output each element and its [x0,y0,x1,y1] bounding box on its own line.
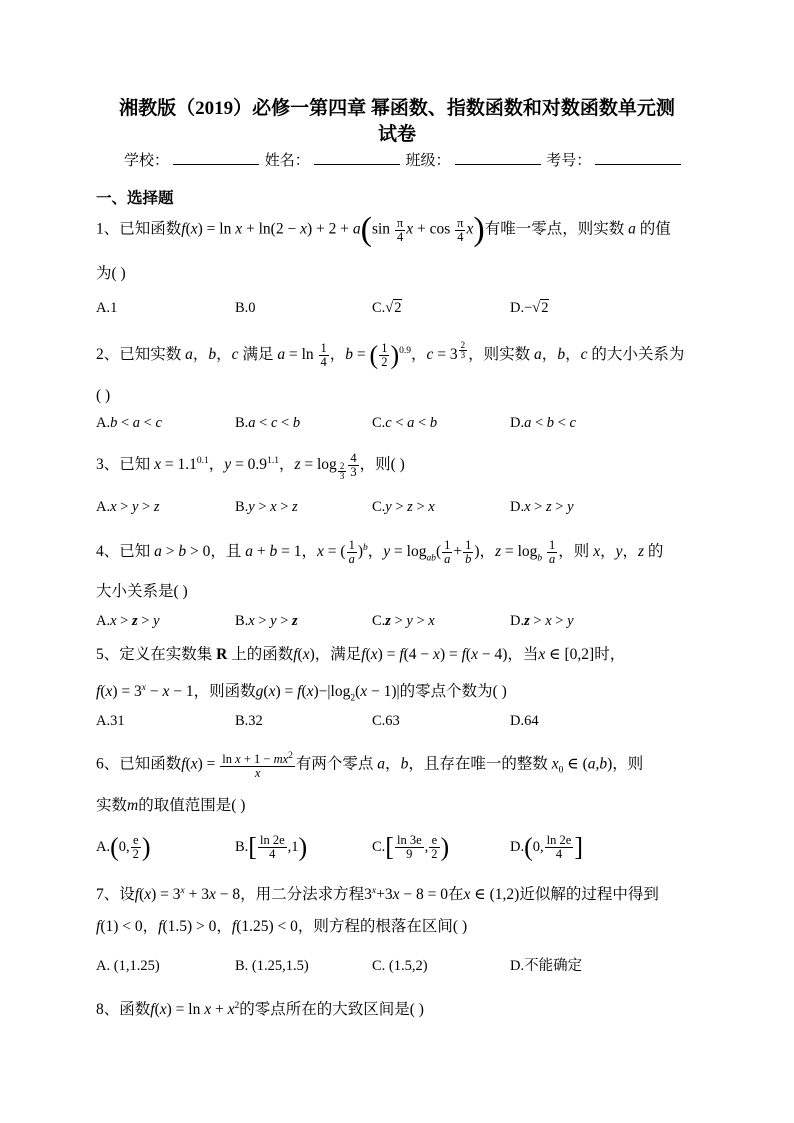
q3-option-a-label: A. [96,499,111,515]
school-field[interactable] [173,150,259,165]
q2-text-3: ，则实数 [468,346,531,364]
q3-option-b-label: B. [235,499,249,515]
q7-text-2: ，用二分法求方程 [240,886,365,904]
q2-option-d-label: D. [510,415,525,431]
q7-option-d[interactable]: D.不能确定 [510,958,583,974]
exam-no-field[interactable] [595,150,681,165]
class-field[interactable] [455,150,541,165]
q5-text-3: ，满足 [314,646,362,663]
q4-option-c-label: C. [372,613,386,629]
student-info-line [124,150,683,171]
q1-option-d[interactable]: D.−√2 [510,300,549,316]
q6-option-c[interactable]: C.[ $\frac{\ln 3e}{9}$ , $\frac{e}{2}$ ) [372,832,450,862]
q2-text-2: 满足 [242,346,274,364]
q4-option-a-label: A. [96,613,111,629]
q6-line2-text-2: 的取值范围是( ) [138,797,246,814]
q6-text-2: 有两个零点 [295,755,374,773]
q2-text: 2、已知实数 [96,346,182,364]
q5-line2-text: ，则函数 [193,683,256,701]
q1-option-d-label: D. [510,300,525,316]
q2-option-a[interactable]: A.b < a < c [96,415,162,431]
q2-option-c-label: C. [372,415,386,431]
q7-option-c-label: C. [372,958,386,974]
q7-text-4: 近似解的过程中得到 [519,886,659,904]
q4-text: 4、已知 [96,543,151,561]
exam-title-continued: 试卷 [377,124,416,145]
q6-text-3: ，且存在唯一的整数 [408,755,548,773]
q7-line2-text: ，则方程的根落在区间( ) [297,918,468,935]
question-6: 6、已知函数f(x) = $\frac{\ln x + 1 - mx^2}{x}$ 有两个零点 a，b，且存在唯一的整数 $x_0$ ∈ (a,b)，则 [96,751,644,781]
q5-text-4: ，当 [507,646,539,663]
q3-option-c-label: C. [372,499,386,515]
q1-option-c-label: C. [372,300,386,316]
q5-text: 5、定义在实数集 [96,646,213,663]
q6-option-a[interactable]: A.(0, $\frac{e}{2}$ ) [96,832,151,862]
q5-option-b[interactable]: B.32 [235,713,263,729]
q3-text: 3、已知 [96,456,151,474]
q5-line2: $f(x) = 3^x - x - 1$，则函数$g(x) = f(x)-|\log_2(x - 1)|$的零点个数为( ) [96,683,507,704]
section-heading: 一、选择题 [96,190,174,207]
q5-text-5: 时， [594,646,626,663]
q3-text-2: ，则( ) [359,456,405,474]
q5-option-c[interactable]: C.63 [372,713,400,729]
q7-option-b-label: B. [235,958,249,974]
q8-text-2: 的零点所在的大致区间是( ) [239,1001,424,1019]
q2-line2: ( ) [96,387,111,404]
q1-option-b[interactable]: B.0 [235,300,256,316]
q1-option-a[interactable]: A.1 [96,300,118,316]
question-5: 5、定义在实数集 R 上的函数f(x)，满足f(x) = f(4 − x) = f(x − 4)，当x ∈ [0,2]时， [96,646,626,663]
q1-text: 1、已知函数 [96,220,182,238]
q3-option-d-label: D. [510,499,525,515]
q8-text: 8、函数 [96,1001,151,1019]
q4-option-b-label: B. [235,613,249,629]
name-label: 姓名： [264,153,310,169]
q6-option-d-label: D. [510,838,525,855]
question-7: 7、设$f(x) = 3^x + 3x - 8$，用二分法求方程$3^x+3x - 8 = 0$在x ∈ (1,2)近似解的过程中得到 [96,886,659,904]
question-2: 2、已知实数 a，b，c 满足 a = ln $\frac{1}{4}$ ，b = ( $\frac{1}{2}$ )$^{0.9}$，c = 3 $^{\frac{2}{3}}$ ，则实数 a，b，c 的大小关系为 [96,340,685,370]
q2-option-a-label: A. [96,415,111,431]
q6-option-c-label: C. [372,838,386,855]
q4-option-d-label: D. [510,613,525,629]
class-label: 班级： [405,153,451,169]
q3-option-b[interactable]: B.y > x > z [235,499,298,515]
q4-text-4: 的 [647,543,664,561]
question-3: 3、已知 $x = 1.1^{0.1}$，$y = 0.9^{1.1}$，z = log $_{\frac{2}{3}}$ $\frac{4}{3}$ ，则( ) [96,451,405,481]
q6-line2-text: 实数 [96,797,128,814]
q7-line2: f(1) < 0，f(1.5) > 0，f(1.25) < 0，则方程的根落在区间( ) [96,918,468,935]
q6-option-a-label: A. [96,838,111,855]
q7-text: 7、设 [96,886,135,904]
q4-option-b[interactable]: B.x > y > z [235,613,298,629]
q4-option-d[interactable]: D.z > x > y [510,613,574,629]
q4-option-c[interactable]: C.z > y > x [372,613,435,629]
q7-option-c[interactable]: C. (1.5,2) [372,958,428,974]
q1-line2: 为( ) [96,265,126,282]
name-field[interactable] [314,150,400,165]
q3-option-d[interactable]: D.x > z > y [510,499,574,515]
question-4: 4、已知 a > b > 0，且 a + b = 1，x = ( $\frac{1}{a}$ )$^b$，$y = \log_{ab}$( $\frac{1}{a}$ + $\frac{1}{b}$ )，$z = \log_b$ $\frac{1}{a}$ ，则 x，y，z 的 [96,538,664,567]
q5-text-2: 上的函数 [231,646,294,663]
q6-option-b[interactable]: B.[ $\frac{\ln 2e}{4}$ ,1) [235,832,308,862]
q2-option-b-label: B. [235,415,249,431]
q1-text-2: 有唯一零点，则实数 [484,220,625,238]
exam-title: 湘教版（2019）必修一第四章 幂函数、指数函数和对数函数单元测 [119,98,675,119]
q1-option-c[interactable]: C.√2 [372,300,402,316]
q2-option-d[interactable]: D.a < b < c [510,415,576,431]
q7-option-b[interactable]: B. (1.25,1.5) [235,958,309,974]
question-8: 8、函数$f(x) = \ln x + x^2$的零点所在的大致区间是( ) [96,1001,424,1019]
q4-text-2: ，且 [210,543,242,561]
q2-text-4: 的大小关系为 [591,346,685,364]
q4-option-a[interactable]: A.x > z > y [96,613,160,629]
q7-option-a[interactable]: A. (1,1.25) [96,958,160,974]
q7-option-a-label: A. [96,958,111,974]
q1-text-3: 的值 [639,220,671,238]
q6-text-4: ，则 [612,755,644,773]
question-1: 1、已知函数f(x) = ln x + ln(2 − x) + 2 + a(sin $\frac{\pi}{4}$ x + cos $\frac{\pi}{4}$ x)有唯一零点，则实数 a 的值 [96,211,671,248]
q4-line2: 大小关系是( ) [96,583,188,600]
q4-text-3: ，则 [558,543,590,561]
q2-option-b[interactable]: B.a < c < b [235,415,301,431]
q5-line2-text-2: 的零点个数为( ) [399,683,507,701]
q5-option-a[interactable]: A.31 [96,713,125,729]
exam-no-label: 考号： [546,153,592,169]
q2-option-c[interactable]: C.c < a < b [372,415,438,431]
q6-line2: 实数m的取值范围是( ) [96,797,246,814]
school-label: 学校： [124,153,170,169]
q6-option-d[interactable]: D.(0, $\frac{\ln 2e}{4}$ ] [510,832,583,862]
q3-option-c[interactable]: C.y > z > x [372,499,435,515]
q6-text: 6、已知函数 [96,755,182,773]
q7-text-3: 在 [448,886,464,904]
q6-option-b-label: B. [235,838,249,855]
q3-option-a[interactable]: A.x > y > z [96,499,160,515]
q5-option-d[interactable]: D.64 [510,713,539,729]
